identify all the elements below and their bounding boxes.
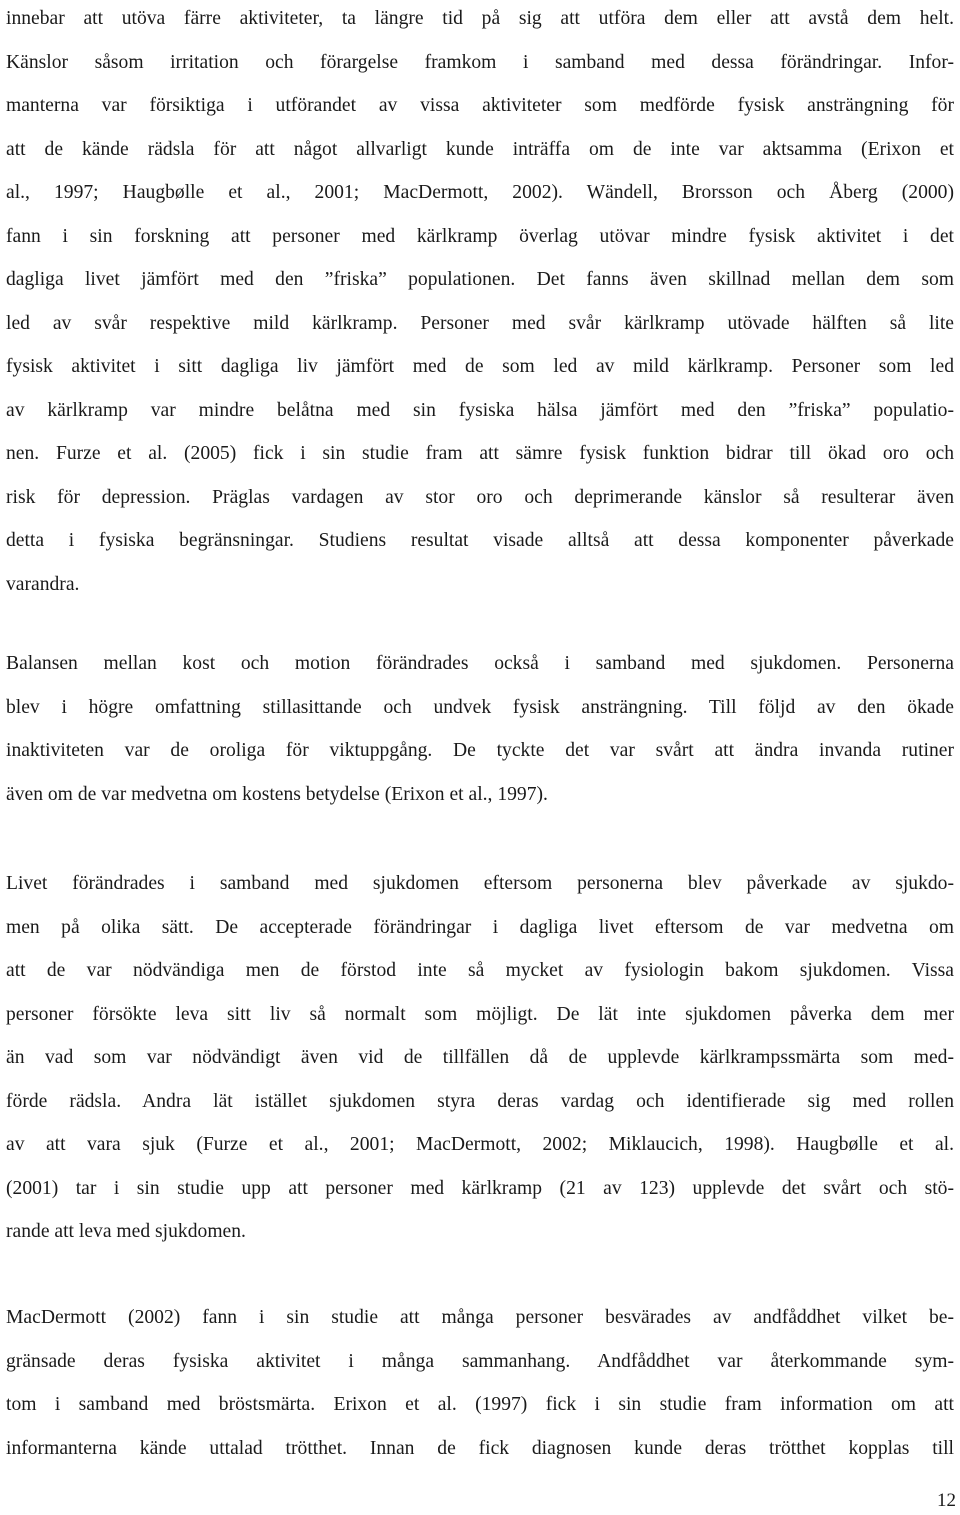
text-line: men på olika sätt. De accepterade förändringar i dagliga livet eftersom de var medvetna om (6, 916, 954, 938)
text-line: Livet förändrades i samband med sjukdomen eftersom personerna blev påverkade av sjukdo- (6, 873, 954, 894)
text-line: (2001) tar i sin studie upp att personer med kärlkramp (21 av 123) upplevde det svårt och stö- (6, 1177, 954, 1199)
text-line: risk för depression. Präglas vardagen av stor oro och deprimerande känslor så resulterar även (6, 486, 954, 508)
text-line: även om de var medvetna om kostens betydelse (Erixon et al., 1997). (6, 783, 548, 805)
text-line: av kärlkramp var mindre belåtna med sin fysiska hälsa jämfört med den ”friska” populatio- (6, 399, 954, 421)
text-line: detta i fysiska begränsningar. Studiens resultat visade alltså att dessa komponenter påverkade (6, 530, 954, 551)
paragraph-breathlessness (6, 1296, 954, 1470)
text-line: nen. Furze et al. (2005) fick i sin studie fram att sämre fysisk funktion bidrar till ökad oro och (6, 443, 954, 464)
text-line: blev i högre omfattning stillasittande och undvek fysisk ansträngning. Till följd av den ökade (6, 696, 954, 718)
text-line: rande att leva med sjukdomen. (6, 1221, 246, 1242)
text-line: inaktiviteten var de oroliga för viktuppgång. De tyckte det var svårt att ändra invanda rutiner (6, 740, 954, 761)
text-line: fann i sin forskning att personer med kärlkramp överlag utövar mindre fysisk aktivitet i det (6, 225, 954, 247)
text-line: av att vara sjuk (Furze et al., 2001; MacDermott, 2002; Miklaucich, 1998). Haugbølle et al. (6, 1134, 954, 1155)
text-line: Känslor såsom irritation och förargelse framkom i samband med dessa förändringar. Infor- (6, 51, 954, 73)
text-line: dagliga livet jämfört med den ”friska” populationen. Det fanns även skillnad mellan dem som (6, 269, 954, 290)
text-line: manterna var försiktiga i utförandet av vissa aktiviteter som medförde fysisk ansträngning för (6, 95, 954, 116)
text-line: att de var nödvändiga men de förstod inte så mycket av fysiologin bakom sjukdomen. Vissa (6, 960, 954, 981)
paragraph-diet-exercise (6, 642, 954, 816)
text-line: al., 1997; Haugbølle et al., 2001; MacDermott, 2002). Wändell, Brorsson och Åberg (2000) (6, 182, 954, 203)
page-number: 12 (937, 1490, 956, 1511)
paragraph-physical-activity (6, 0, 954, 606)
text-line: förde rädsla. Andra lät istället sjukdomen styra deras vardag och identifierade sig med rollen (6, 1090, 954, 1112)
paragraph-life-changes (6, 862, 954, 1254)
text-line: MacDermott (2002) fann i sin studie att många personer besvärades av andfåddhet vilket be- (6, 1307, 954, 1328)
text-line: informanterna kände uttalad trötthet. Innan de fick diagnosen kunde deras trötthet kopplas till (6, 1437, 954, 1459)
text-line: innebar att utöva färre aktiviteter, ta längre tid på sig att utföra dem eller att avstå dem helt. (6, 8, 954, 29)
text-line: än vad som var nödvändigt även vid de tillfällen då de upplevde kärlkrampssmärta som med- (6, 1047, 954, 1068)
text-line: fysisk aktivitet i sitt dagliga liv jämfört med de som led av mild kärlkramp. Personer som led (6, 356, 954, 377)
text-line: varandra. (6, 573, 80, 595)
text-line: att de kände rädsla för att något allvarligt kunde inträffa om de inte var aktsamma (Erixon et (6, 138, 954, 160)
text-line: led av svår respektive mild kärlkramp. Personer med svår kärlkramp utövade hälften så lite (6, 312, 954, 334)
text-line: gränsade deras fysiska aktivitet i många sammanhang. Andfåddhet var återkommande sym- (6, 1350, 954, 1372)
text-line: tom i samband med bröstsmärta. Erixon et al. (1997) fick i sin studie fram information om att (6, 1394, 954, 1415)
text-line: Balansen mellan kost och motion förändrades också i samband med sjukdomen. Personerna (6, 653, 954, 674)
text-line: personer försökte leva sitt liv så normalt som möjligt. De lät inte sjukdomen påverka dem mer (6, 1003, 954, 1025)
